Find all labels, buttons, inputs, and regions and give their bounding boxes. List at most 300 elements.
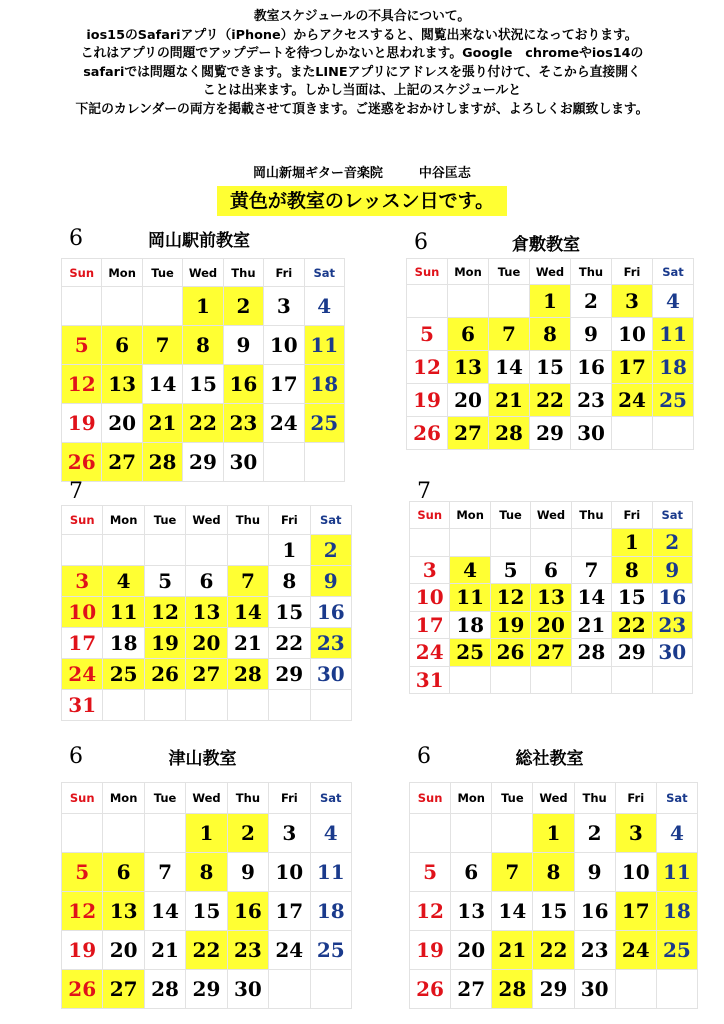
lesson-day-cell: 22 (533, 931, 574, 970)
empty-cell (410, 814, 451, 853)
week-row (410, 584, 693, 612)
lesson-day-cell: 13 (103, 892, 144, 931)
empty-cell (62, 814, 103, 853)
lesson-day-cell: 19 (144, 628, 185, 659)
lesson-day-cell: 13 (531, 584, 571, 612)
weekday-header-sun: Sun (410, 783, 451, 814)
author-line (0, 165, 724, 183)
lesson-day-cell: 24 (615, 931, 656, 970)
day-cell: 15 (186, 892, 227, 931)
empty-cell (451, 814, 492, 853)
weekday-header-mon: Mon (448, 259, 489, 285)
week-row (62, 404, 345, 443)
lesson-day-cell: 2 (227, 814, 268, 853)
day-cell: 20 (102, 404, 142, 443)
lesson-day-cell: 1 (612, 529, 652, 557)
day-cell: 15 (530, 351, 571, 384)
lesson-day-cell: 9 (652, 556, 692, 584)
day-cell: 16 (571, 351, 612, 384)
week-row (407, 417, 694, 450)
lesson-day-cell: 28 (227, 659, 268, 690)
day-cell: 21 (227, 628, 268, 659)
lesson-day-cell: 17 (612, 351, 653, 384)
weekday-header-wed: Wed (186, 783, 227, 814)
day-cell: 17 (264, 365, 304, 404)
day-cell: 18 (103, 628, 144, 659)
day-cell: 4 (310, 814, 351, 853)
lesson-day-cell: 4 (103, 566, 144, 597)
lesson-day-cell: 10 (62, 597, 103, 628)
calendar-grid (61, 782, 352, 1009)
lesson-day-cell: 22 (530, 384, 571, 417)
day-cell: 27 (451, 970, 492, 1009)
calendar-grid (61, 258, 345, 482)
lesson-day-cell: 3 (62, 566, 103, 597)
lesson-day-cell: 25 (653, 384, 694, 417)
weekday-header-thu: Thu (227, 783, 268, 814)
lesson-day-cell: 1 (530, 285, 571, 318)
empty-cell (615, 970, 656, 1009)
empty-cell (186, 690, 227, 721)
weekday-header-sat: Sat (653, 259, 694, 285)
weekday-header-fri: Fri (264, 259, 304, 287)
day-cell: 19 (407, 384, 448, 417)
lesson-day-cell: 28 (492, 970, 533, 1009)
empty-cell (102, 287, 142, 326)
classroom-name: 岡山駅前教室 (148, 231, 250, 251)
empty-cell (653, 417, 694, 450)
day-cell: 10 (264, 326, 304, 365)
weekday-header-thu: Thu (227, 506, 268, 535)
day-cell: 4 (304, 287, 344, 326)
day-cell: 29 (533, 970, 574, 1009)
lesson-day-cell: 17 (615, 892, 656, 931)
weekday-header-wed: Wed (531, 502, 571, 529)
week-row (410, 853, 698, 892)
weekday-header-tue: Tue (144, 783, 185, 814)
day-cell: 29 (186, 970, 227, 1009)
lesson-day-cell: 18 (304, 365, 344, 404)
month-number: 7 (69, 479, 83, 504)
week-row (62, 566, 352, 597)
calendar-title (409, 740, 690, 774)
day-cell: 14 (489, 351, 530, 384)
day-cell: 9 (223, 326, 263, 365)
day-cell: 17 (62, 628, 103, 659)
weekday-header-sat: Sat (656, 783, 697, 814)
weekday-header-thu: Thu (574, 783, 615, 814)
day-cell: 4 (653, 285, 694, 318)
weekday-header-tue: Tue (492, 783, 533, 814)
day-cell: 7 (571, 556, 611, 584)
empty-cell (531, 529, 571, 557)
lesson-day-cell: 12 (144, 597, 185, 628)
lesson-day-cell: 13 (186, 597, 227, 628)
month-number: 6 (414, 230, 428, 255)
lesson-day-cell: 25 (304, 404, 344, 443)
week-row (407, 351, 694, 384)
lesson-day-cell: 5 (62, 326, 102, 365)
lesson-day-cell: 16 (227, 892, 268, 931)
day-cell: 5 (407, 318, 448, 351)
lesson-day-cell: 26 (490, 639, 530, 667)
lesson-day-cell: 2 (652, 529, 692, 557)
weekday-header-sat: Sat (652, 502, 692, 529)
empty-cell (450, 529, 490, 557)
day-cell: 13 (451, 892, 492, 931)
weekday-header-mon: Mon (450, 502, 490, 529)
day-cell: 26 (410, 970, 451, 1009)
lesson-day-cell: 27 (186, 659, 227, 690)
weekday-header-row (410, 502, 693, 529)
week-row (410, 639, 693, 667)
empty-cell (310, 970, 351, 1009)
notice-line: これはアプリの問題でアップデートを待つしかないと思われます。Google chromeやios14の (80, 46, 644, 62)
week-row (410, 556, 693, 584)
empty-cell (492, 814, 533, 853)
day-cell: 15 (269, 597, 310, 628)
day-cell: 5 (144, 566, 185, 597)
weekday-header-row (62, 259, 345, 287)
day-cell: 21 (144, 931, 185, 970)
week-row (407, 384, 694, 417)
weekday-header-tue: Tue (489, 259, 530, 285)
lesson-day-cell: 23 (310, 628, 351, 659)
weekday-header-row (62, 506, 352, 535)
week-row (62, 535, 352, 566)
lesson-day-cell: 22 (186, 931, 227, 970)
lesson-day-cell: 2 (223, 287, 263, 326)
lesson-day-cell: 4 (450, 556, 490, 584)
empty-cell (144, 690, 185, 721)
week-row (62, 365, 345, 404)
lesson-day-cell: 2 (310, 535, 351, 566)
empty-cell (227, 535, 268, 566)
lesson-day-cell: 26 (62, 970, 103, 1009)
calendar-grid (406, 258, 694, 450)
lesson-day-cell: 12 (62, 365, 102, 404)
lesson-day-cell: 18 (653, 351, 694, 384)
day-cell: 12 (410, 892, 451, 931)
weekday-header-row (62, 783, 352, 814)
day-cell: 1 (269, 535, 310, 566)
weekday-header-row (410, 783, 698, 814)
lesson-day-cell: 16 (223, 365, 263, 404)
day-cell: 10 (269, 853, 310, 892)
weekday-header-fri: Fri (269, 506, 310, 535)
week-row (62, 970, 352, 1009)
empty-cell (103, 535, 144, 566)
lesson-day-cell: 7 (227, 566, 268, 597)
day-cell: 9 (227, 853, 268, 892)
empty-cell (571, 529, 611, 557)
weekday-header-sat: Sat (310, 506, 351, 535)
day-cell: 19 (410, 931, 451, 970)
day-cell: 4 (656, 814, 697, 853)
day-cell: 24 (269, 931, 310, 970)
lesson-day-cell: 21 (489, 384, 530, 417)
lesson-day-cell: 1 (186, 814, 227, 853)
day-cell: 24 (264, 404, 304, 443)
day-cell: 19 (62, 931, 103, 970)
day-cell: 14 (571, 584, 611, 612)
day-cell: 3 (264, 287, 304, 326)
day-cell: 30 (227, 970, 268, 1009)
lesson-day-cell: 8 (186, 853, 227, 892)
day-cell: 17 (410, 611, 450, 639)
empty-cell (448, 285, 489, 318)
empty-cell (612, 417, 653, 450)
lesson-day-cell: 28 (142, 443, 182, 482)
notice-line: safariでは問題なく閲覧できます。またLINEアプリにアドレスを張り付けて、そこから直接開く (83, 64, 641, 80)
weekday-header-tue: Tue (490, 502, 530, 529)
lesson-day-cell: 13 (448, 351, 489, 384)
week-row (62, 659, 352, 690)
week-row (410, 611, 693, 639)
empty-cell (571, 666, 611, 694)
day-cell: 10 (615, 853, 656, 892)
lesson-day-cell: 1 (533, 814, 574, 853)
day-cell: 20 (448, 384, 489, 417)
day-cell: 31 (410, 666, 450, 694)
weekday-header-thu: Thu (223, 259, 263, 287)
weekday-header-tue: Tue (142, 259, 182, 287)
lesson-day-cell: 23 (652, 611, 692, 639)
day-cell: 18 (310, 892, 351, 931)
empty-cell (407, 285, 448, 318)
lesson-day-cell: 5 (62, 853, 103, 892)
lesson-day-cell: 27 (102, 443, 142, 482)
lesson-day-cell: 24 (612, 384, 653, 417)
day-cell: 29 (530, 417, 571, 450)
lesson-day-cell: 8 (530, 318, 571, 351)
lesson-day-cell: 27 (531, 639, 571, 667)
lesson-day-cell: 12 (62, 892, 103, 931)
day-cell: 14 (144, 892, 185, 931)
empty-cell (269, 970, 310, 1009)
day-cell: 18 (450, 611, 490, 639)
day-cell: 17 (269, 892, 310, 931)
day-cell: 9 (571, 318, 612, 351)
calendar-grid (409, 782, 698, 1009)
week-row (410, 814, 698, 853)
day-cell: 6 (531, 556, 571, 584)
legend-banner: 黄色が教室のレッスン日です。 (217, 186, 507, 216)
lesson-day-cell: 8 (183, 326, 223, 365)
day-cell: 3 (410, 556, 450, 584)
empty-cell (269, 690, 310, 721)
weekday-header-wed: Wed (533, 783, 574, 814)
week-row (62, 597, 352, 628)
lesson-day-cell: 14 (227, 597, 268, 628)
day-cell: 16 (574, 892, 615, 931)
weekday-header-sun: Sun (62, 259, 102, 287)
empty-cell (489, 285, 530, 318)
day-cell: 14 (142, 365, 182, 404)
month-number: 6 (417, 744, 431, 769)
day-cell: 25 (310, 931, 351, 970)
teacher-name: 中谷匡志 (418, 166, 471, 181)
schedule-notice (0, 8, 724, 120)
weekday-header-sat: Sat (304, 259, 344, 287)
lesson-day-cell: 27 (103, 970, 144, 1009)
notice-line: ことは出来ます。しかし当面は、上記のスケジュールと (202, 83, 522, 99)
day-cell: 23 (574, 931, 615, 970)
week-row (410, 931, 698, 970)
day-cell: 3 (269, 814, 310, 853)
weekday-header-sun: Sun (62, 783, 103, 814)
day-cell: 7 (144, 853, 185, 892)
calendar-title (406, 226, 686, 260)
week-row (62, 287, 345, 326)
weekday-header-sun: Sun (410, 502, 450, 529)
lesson-day-cell: 21 (492, 931, 533, 970)
day-cell: 28 (144, 970, 185, 1009)
day-cell: 11 (310, 853, 351, 892)
day-cell: 29 (612, 639, 652, 667)
empty-cell (656, 970, 697, 1009)
day-cell: 12 (407, 351, 448, 384)
lesson-day-cell: 6 (102, 326, 142, 365)
day-cell: 6 (451, 853, 492, 892)
lesson-day-cell: 25 (450, 639, 490, 667)
day-cell: 16 (652, 584, 692, 612)
day-cell: 24 (410, 639, 450, 667)
week-row (410, 666, 693, 694)
calendar-title (61, 475, 344, 509)
day-cell: 8 (269, 566, 310, 597)
weekday-header-mon: Mon (103, 506, 144, 535)
day-cell: 21 (571, 611, 611, 639)
lesson-day-cell: 19 (490, 611, 530, 639)
month-number: 6 (69, 226, 83, 251)
lesson-day-cell: 20 (186, 628, 227, 659)
day-cell: 5 (490, 556, 530, 584)
lesson-day-cell: 28 (489, 417, 530, 450)
weekday-header-thu: Thu (571, 259, 612, 285)
classroom-name: 倉敷教室 (512, 235, 580, 255)
lesson-day-cell: 1 (183, 287, 223, 326)
lesson-day-cell: 18 (656, 892, 697, 931)
lesson-day-cell: 7 (492, 853, 533, 892)
empty-cell (310, 690, 351, 721)
day-cell: 19 (62, 404, 102, 443)
week-row (62, 931, 352, 970)
day-cell: 2 (571, 285, 612, 318)
week-row (62, 814, 352, 853)
weekday-header-fri: Fri (269, 783, 310, 814)
day-cell: 14 (492, 892, 533, 931)
lesson-day-cell: 6 (448, 318, 489, 351)
week-row (62, 326, 345, 365)
calendar-grid (409, 501, 693, 694)
lesson-day-cell: 21 (142, 404, 182, 443)
day-cell: 15 (533, 892, 574, 931)
week-row (62, 892, 352, 931)
week-row (62, 853, 352, 892)
day-cell: 9 (574, 853, 615, 892)
day-cell: 28 (571, 639, 611, 667)
weekday-header-tue: Tue (144, 506, 185, 535)
week-row (410, 529, 693, 557)
lesson-day-cell: 6 (103, 853, 144, 892)
lesson-day-cell: 26 (144, 659, 185, 690)
empty-cell (652, 666, 692, 694)
lesson-day-cell: 3 (612, 285, 653, 318)
empty-cell (450, 666, 490, 694)
month-number: 7 (417, 479, 431, 504)
day-cell: 31 (62, 690, 103, 721)
day-cell: 30 (652, 639, 692, 667)
day-cell: 29 (183, 443, 223, 482)
weekday-header-mon: Mon (451, 783, 492, 814)
day-cell: 10 (410, 584, 450, 612)
day-cell: 5 (410, 853, 451, 892)
notice-line: 教室スケジュールの不具合について。 (253, 9, 471, 24)
weekday-header-sun: Sun (62, 506, 103, 535)
empty-cell (103, 814, 144, 853)
classroom-name: 総社教室 (515, 749, 584, 769)
day-cell: 30 (571, 417, 612, 450)
lesson-day-cell: 22 (612, 611, 652, 639)
lesson-day-cell: 23 (223, 404, 263, 443)
day-cell: 20 (103, 931, 144, 970)
day-cell: 20 (451, 931, 492, 970)
lesson-day-cell: 23 (227, 931, 268, 970)
week-row (407, 318, 694, 351)
day-cell: 29 (269, 659, 310, 690)
empty-cell (186, 535, 227, 566)
weekday-header-fri: Fri (615, 783, 656, 814)
empty-cell (227, 690, 268, 721)
lesson-day-cell: 11 (653, 318, 694, 351)
notice-line: 下記のカレンダーの両方を掲載させて頂きます。ご迷惑をおかけしますが、よろしくお願致します。 (75, 101, 649, 117)
weekday-header-wed: Wed (183, 259, 223, 287)
week-row (62, 628, 352, 659)
lesson-day-cell: 20 (531, 611, 571, 639)
calendar-title (61, 740, 344, 774)
calendar-title (61, 222, 337, 256)
day-cell: 26 (407, 417, 448, 450)
lesson-day-cell: 8 (612, 556, 652, 584)
week-row (410, 970, 698, 1009)
weekday-header-fri: Fri (612, 259, 653, 285)
lesson-day-cell: 26 (62, 443, 102, 482)
empty-cell (490, 529, 530, 557)
weekday-header-sun: Sun (407, 259, 448, 285)
notice-line: ios15のSafariアプリ（iPhone）からアクセスすると、閲覧出来ない状況になっております。 (86, 27, 638, 43)
day-cell: 30 (310, 659, 351, 690)
empty-cell (490, 666, 530, 694)
lesson-day-cell: 3 (615, 814, 656, 853)
lesson-day-cell: 7 (142, 326, 182, 365)
day-cell: 16 (310, 597, 351, 628)
empty-cell (144, 535, 185, 566)
empty-cell (531, 666, 571, 694)
calendar-grid (61, 505, 352, 721)
week-row (407, 285, 694, 318)
week-row (62, 690, 352, 721)
lesson-day-cell: 8 (533, 853, 574, 892)
lesson-day-cell: 11 (304, 326, 344, 365)
weekday-header-wed: Wed (530, 259, 571, 285)
month-number: 6 (69, 744, 83, 769)
day-cell: 30 (223, 443, 263, 482)
empty-cell (103, 690, 144, 721)
lesson-day-cell: 22 (183, 404, 223, 443)
lesson-day-cell: 25 (103, 659, 144, 690)
empty-cell (142, 287, 182, 326)
